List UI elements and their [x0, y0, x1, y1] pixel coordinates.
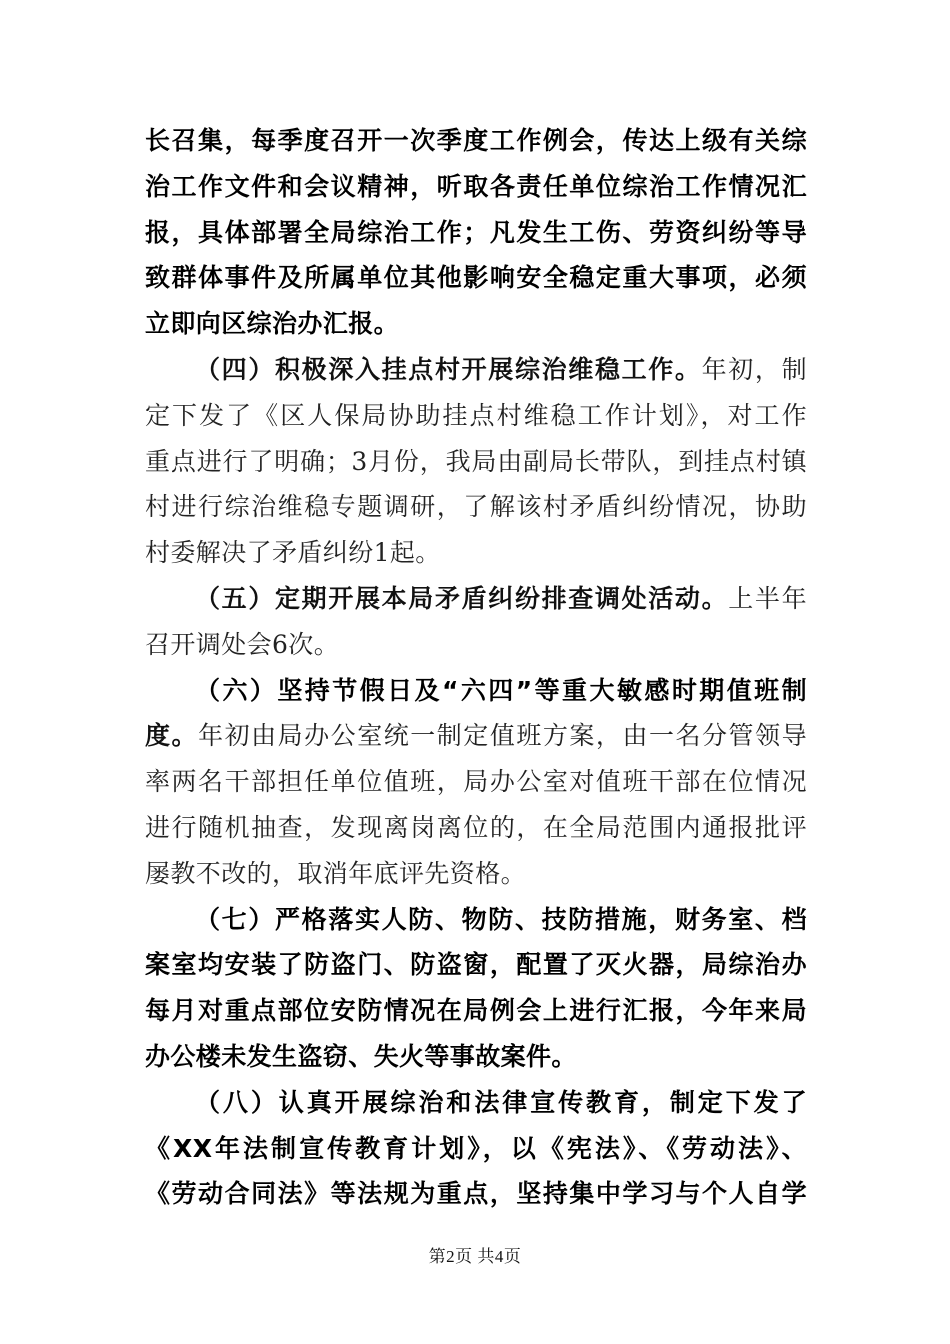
text-line	[145, 1034, 807, 1080]
text-line	[145, 118, 807, 164]
text-line	[145, 897, 807, 943]
regular-text-run: 重点进行了明确；3月份，我局由副局长带队，到挂点村镇	[145, 446, 807, 476]
bold-text-run: 案室均安装了防盗门、防盗窗，配置了灭火器，局综治办	[145, 950, 807, 980]
regular-text-run: 村进行综治维稳专题调研，了解该村矛盾纠纷情况，协助	[145, 492, 807, 522]
bold-text-run: （七）严格落实人防、物防、技防措施，财务室、档	[195, 904, 807, 934]
bold-text-run: 《XX年法制宣传教育计划》，以《宪法》、《劳动法》、	[145, 1133, 807, 1163]
text-line	[145, 1126, 807, 1172]
regular-text-run: 进行随机抽查，发现离岗离位的，在全局范围内通报批评	[145, 812, 807, 842]
bold-text-run: 治工作文件和会议精神，听取各责任单位综治工作情况汇	[145, 171, 807, 201]
bold-text-run: 每月对重点部位安防情况在局例会上进行汇报，今年来局	[145, 996, 807, 1026]
text-line	[145, 988, 807, 1034]
regular-text-run: 定下发了《区人保局协助挂点村维稳工作计划》，对工作	[145, 400, 807, 430]
bold-text-run: （八）认真开展综治和法律宣传教育，制定下发了	[195, 1087, 807, 1117]
bold-text-run: （六）坚持节假日及“六四”等重大敏感时期值班制	[195, 675, 807, 705]
bold-text-run: （四）积极深入挂点村开展综治维稳工作。	[195, 354, 702, 384]
text-line	[145, 713, 807, 759]
bold-text-run: 致群体事件及所属单位其他影响安全稳定重大事项，必须	[145, 263, 807, 293]
document-body	[145, 118, 807, 1217]
bold-text-run: 长召集，每季度召开一次季度工作例会，传达上级有关综	[145, 126, 807, 155]
bold-text-run: 报，具体部署全局综治工作；凡发生工伤、劳资纠纷等导	[145, 217, 807, 247]
regular-text-run: 上半年	[728, 583, 807, 613]
text-line	[145, 439, 807, 485]
text-line	[145, 484, 807, 530]
bold-text-run: 《劳动合同法》等法规为重点，坚持集中学习与个人自学	[145, 1179, 807, 1209]
text-line	[145, 942, 807, 988]
regular-text-run: 召开调处会6次。	[145, 629, 340, 659]
regular-text-run: 村委解决了矛盾纠纷1起。	[145, 538, 441, 568]
text-line	[145, 1080, 807, 1126]
text-line	[145, 210, 807, 256]
text-line	[145, 851, 807, 897]
page-footer: 第2页 共4页	[428, 1247, 522, 1266]
text-line	[145, 668, 807, 714]
text-line	[145, 1171, 807, 1217]
text-line	[145, 530, 807, 576]
regular-text-run: 率两名干部担任单位值班，局办公室对值班干部在位情况	[145, 767, 807, 797]
bold-text-run: （五）定期开展本局矛盾纠纷排查调处活动。	[195, 583, 729, 613]
text-line	[145, 301, 807, 347]
bold-text-run: 度。	[145, 721, 199, 751]
text-line	[145, 393, 807, 439]
text-line	[145, 255, 807, 301]
regular-text-run: 屡教不改的，取消年底评先资格。	[145, 858, 527, 888]
regular-text-run: 年初由局办公室统一制定值班方案，由一名分管领导	[198, 721, 808, 751]
text-line	[145, 347, 807, 393]
bold-text-run: 办公楼未发生盗窃、失火等事故案件。	[145, 1041, 577, 1071]
text-line	[145, 759, 807, 805]
text-line	[145, 576, 807, 622]
text-line	[145, 622, 807, 668]
text-line	[145, 164, 807, 210]
bold-text-run: 立即向区综治办汇报。	[145, 309, 400, 339]
text-line	[145, 805, 807, 851]
regular-text-run: 年初，制	[701, 354, 807, 384]
